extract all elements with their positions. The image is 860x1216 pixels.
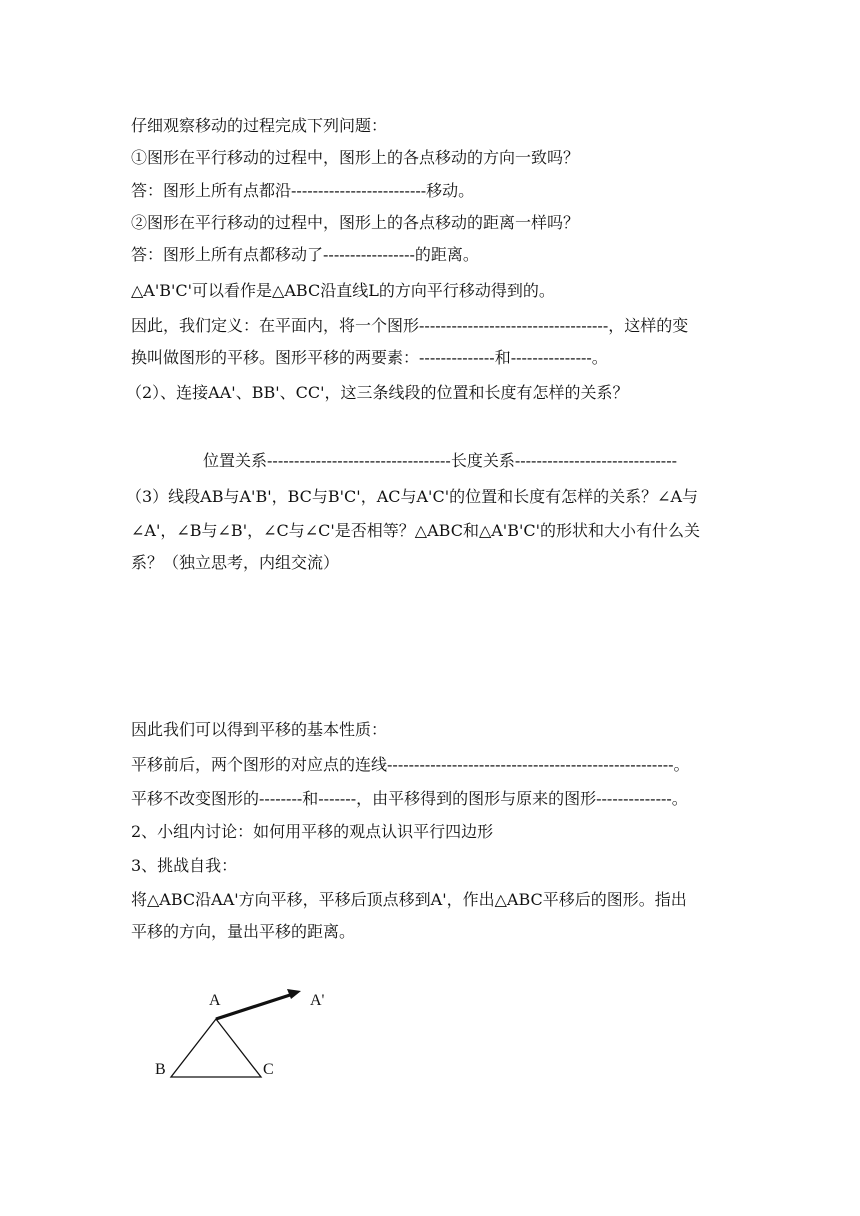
statement-text: △A'B'C'可以看作是△ABC沿直线L的方向平行移动得到的。 xyxy=(131,281,555,300)
property-intro: 因此我们可以得到平移的基本性质： xyxy=(131,720,388,739)
challenge-line-1: 将△ABC沿AA'方向平移，平移后顶点移到A'，作出△ABC平移后的图形。指出 xyxy=(131,890,687,909)
question-part-2: （2）、连接AA'、BB'、CC'，这三条线段的位置和长度有怎样的关系？ xyxy=(126,383,629,402)
definition-line-2: 换叫做图形的平移。图形平移的两要素：--------------和---------------。 xyxy=(131,348,608,367)
answer-1: 答：图形上所有点都沿-------------------------移动。 xyxy=(131,181,475,200)
relation-line: 位置关系----------------------------------长度关系------------------------------ xyxy=(203,451,678,470)
answer-2: 答：图形上所有点都移动了-----------------的距离。 xyxy=(131,245,479,264)
challenge-line-2: 平移的方向，量出平移的距离。 xyxy=(131,922,356,941)
label-b: B xyxy=(155,1061,166,1078)
question-part-3-line-1: （3）线段AB与A'B'，BC与B'C'，AC与A'C'的位置和长度有怎样的关系？∠A与 xyxy=(126,487,699,506)
arrowhead-icon xyxy=(287,989,301,999)
question-part-3-line-2: ∠A'，∠B与∠B'，∠C与∠C'是否相等？△ABC和△A'B'C'的形状和大小有什么关 xyxy=(131,521,700,540)
property-line-1: 平移前后，两个图形的对应点的连线-----------------------------------------------------。 xyxy=(131,755,690,774)
intro-text: 仔细观察移动的过程完成下列问题： xyxy=(131,116,388,135)
question-part-3-line-3: 系？（独立思考，内组交流） xyxy=(131,553,340,572)
triangle-abc xyxy=(171,1019,261,1077)
translation-arrow-shaft xyxy=(216,995,290,1019)
question-1: ①图形在平行移动的过程中，图形上的各点移动的方向一致吗？ xyxy=(131,148,580,167)
definition-line-1: 因此，我们定义：在平面内，将一个图形-----------------------------------，这样的变 xyxy=(131,316,689,335)
property-line-2: 平移不改变图形的--------和-------，由平移得到的图形与原来的图形--------------。 xyxy=(131,789,688,808)
label-c: C xyxy=(263,1061,274,1078)
item-3-challenge: 3、挑战自我： xyxy=(131,856,238,875)
question-2: ②图形在平行移动的过程中，图形上的各点移动的距离一样吗？ xyxy=(131,213,580,232)
label-a-prime: A' xyxy=(310,992,325,1009)
label-a: A xyxy=(209,992,221,1009)
item-2-discussion: 2、小组内讨论：如何用平移的观点认识平行四边形 xyxy=(131,822,494,841)
